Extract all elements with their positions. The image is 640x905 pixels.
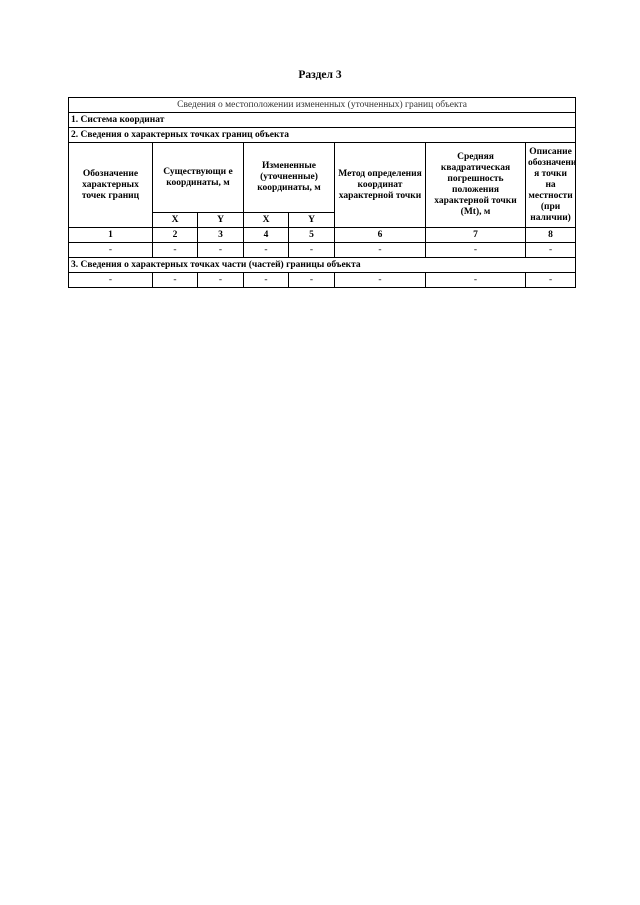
header-existing-coordinates: Существующи е координаты, м bbox=[153, 143, 244, 213]
table-cell: - bbox=[289, 273, 335, 288]
table-caption: Сведения о местоположении измененных (уточненных) границ объекта bbox=[69, 98, 576, 113]
table-row bbox=[69, 243, 576, 258]
table-cell: - bbox=[198, 273, 244, 288]
column-number: 7 bbox=[426, 228, 526, 243]
column-number: 8 bbox=[526, 228, 576, 243]
column-number: 6 bbox=[335, 228, 426, 243]
header-error: Средняя квадратическая погрешность положения характерной точки (Mt), м bbox=[426, 143, 526, 228]
part-points-row: 3. Сведения о характерных точках части (частей) границы объекта bbox=[69, 258, 576, 273]
column-number: 5 bbox=[289, 228, 335, 243]
table-cell: - bbox=[153, 243, 198, 258]
table-cell: - bbox=[426, 243, 526, 258]
subheader-existing-x: X bbox=[153, 213, 198, 228]
column-number: 3 bbox=[198, 228, 244, 243]
table-cell: - bbox=[153, 273, 198, 288]
column-number: 1 bbox=[69, 228, 153, 243]
table-cell: - bbox=[69, 273, 153, 288]
table-cell: - bbox=[335, 243, 426, 258]
table-cell: - bbox=[526, 273, 576, 288]
boundary-points-table bbox=[68, 97, 576, 288]
table-cell: - bbox=[244, 243, 289, 258]
table-cell: - bbox=[244, 273, 289, 288]
header-designation: Обозначение характерных точек границ bbox=[69, 143, 153, 228]
coordinate-system-row: 1. Система координат bbox=[69, 113, 576, 128]
table-cell: - bbox=[289, 243, 335, 258]
table-cell: - bbox=[198, 243, 244, 258]
section-title: Раздел 3 bbox=[298, 69, 342, 81]
table-cell: - bbox=[526, 243, 576, 258]
table-cell: - bbox=[335, 273, 426, 288]
header-changed-coordinates: Измененные (уточненные) координаты, м bbox=[244, 143, 335, 213]
table-cell: - bbox=[69, 243, 153, 258]
table-row bbox=[69, 273, 576, 288]
header-description: Описание обозначени я точки на местности (при наличии) bbox=[526, 143, 576, 228]
table-cell: - bbox=[426, 273, 526, 288]
column-numbers-row bbox=[69, 228, 576, 243]
subheader-changed-x: X bbox=[244, 213, 289, 228]
boundary-points-row: 2. Сведения о характерных точках границ объекта bbox=[69, 128, 576, 143]
subheader-changed-y: Y bbox=[289, 213, 335, 228]
header-method: Метод определения координат характерной точки bbox=[335, 143, 426, 228]
column-number: 2 bbox=[153, 228, 198, 243]
column-number: 4 bbox=[244, 228, 289, 243]
subheader-existing-y: Y bbox=[198, 213, 244, 228]
